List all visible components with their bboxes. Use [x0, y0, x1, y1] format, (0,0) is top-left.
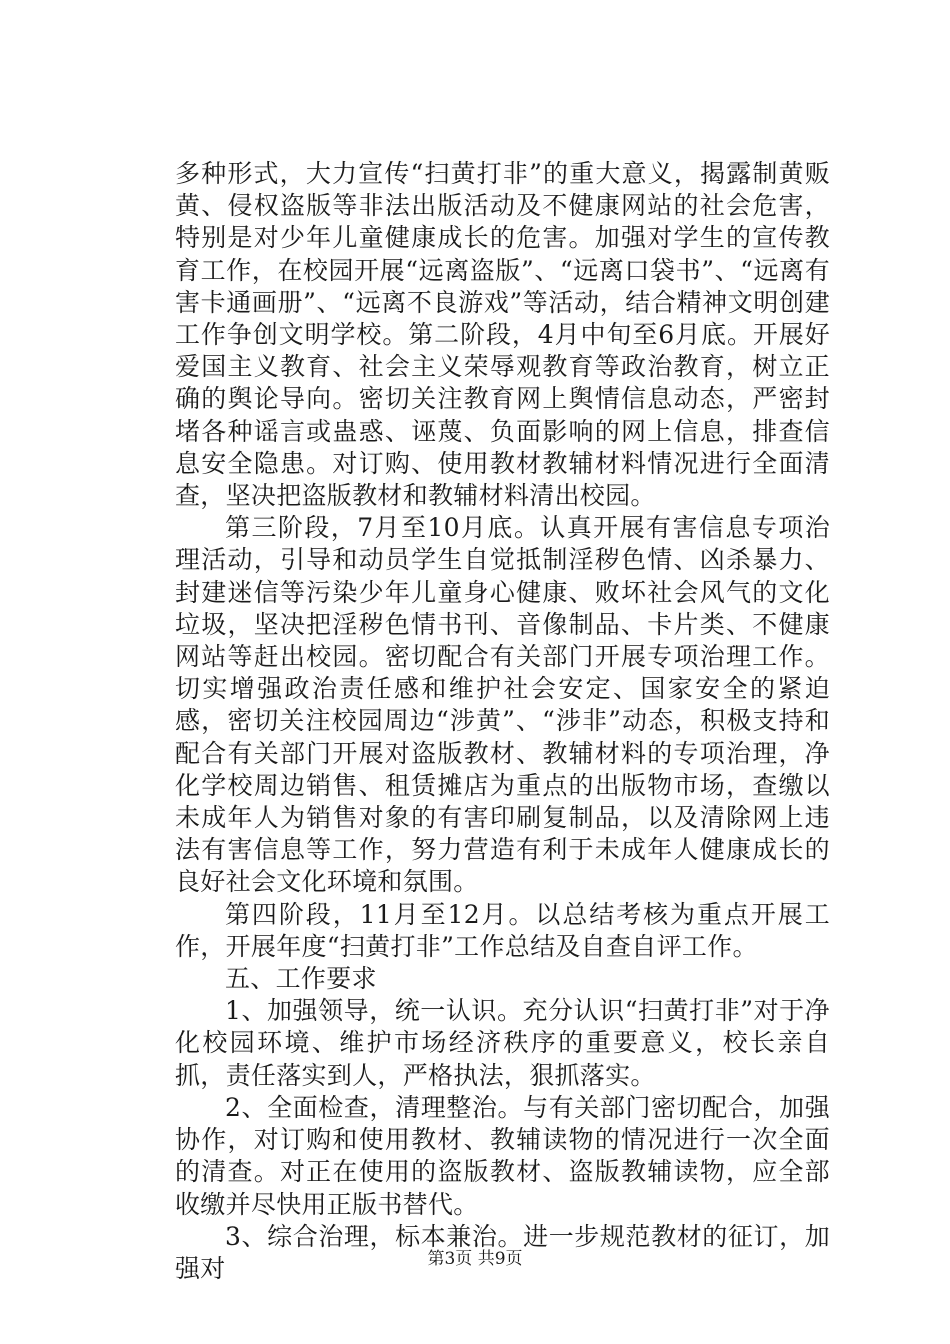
page-number-footer: 第3页 共9页 [427, 1249, 523, 1269]
paragraph-requirement-3: 3、综合治理，标本兼治。进一步规范教材的征订，加强对 [175, 1221, 830, 1283]
paragraph-continuation: 多种形式，大力宣传“扫黄打非”的重大意义，揭露制黄贩黄、侵权盗版等非法出版活动及不健康网站的社会危害，特别是对少年儿童健康成长的危害。加强对学生的宣传教育工作，在校园开展“远离盗版”、“远离口袋书”、“远离有害卡通画册”、“远离不良游戏”等活动，结合精神文明创建工作争创文明学校。第二阶段，4月中旬至6月底。开展好爱国主义教育、社会主义荣辱观教育等政治教育，树立正确的舆论导向。密切关注教育网上舆情信息动态，严密封堵各种谣言或蛊惑、诬蔑、负面影响的网上信息，排查信息安全隐患。对订购、使用教材教辅材料情况进行全面清查，坚决把盗版教材和教辅材料清出校园。 [175, 159, 830, 511]
paragraph-requirement-1: 1、加强领导，统一认识。充分认识“扫黄打非”对于净化校园环境、维护市场经济秩序的重要意义，校长亲自抓，责任落实到人，严格执法，狠抓落实。 [175, 996, 830, 1090]
paragraph-stage-four: 第四阶段，11月至12月。以总结考核为重点开展工作，开展年度“扫黄打非”工作总结及自查自评工作。 [175, 899, 830, 961]
document-body [175, 158, 830, 1285]
section-heading-work-requirements: 五、工作要求 [225, 964, 377, 994]
paragraph-requirement-2: 2、全面检查，清理整治。与有关部门密切配合，加强协作，对订购和使用教材、教辅读物的情况进行一次全面的清查。对正在使用的盗版教材、盗版教辅读物，应全部收缴并尽快用正版书替代。 [175, 1092, 830, 1219]
paragraph-stage-three: 第三阶段，7月至10月底。认真开展有害信息专项治理活动，引导和动员学生自觉抵制淫秽色情、凶杀暴力、封建迷信等污染少年儿童身心健康、败坏社会风气的文化垃圾，坚决把淫秽色情书刊、音像制品、卡片类、不健康网站等赶出校园。密切配合有关部门开展专项治理工作。切实增强政治责任感和维护社会安定、国家安全的紧迫感，密切关注校园周边“涉黄”、“涉非”动态，积极支持和配合有关部门开展对盗版教材、教辅材料的专项治理，净化学校周边销售、租赁摊店为重点的出版物市场，查缴以未成年人为销售对象的有害印刷复制品，以及清除网上违法有害信息等工作，努力营造有利于未成年人健康成长的良好社会文化环境和氛围。 [175, 513, 830, 897]
